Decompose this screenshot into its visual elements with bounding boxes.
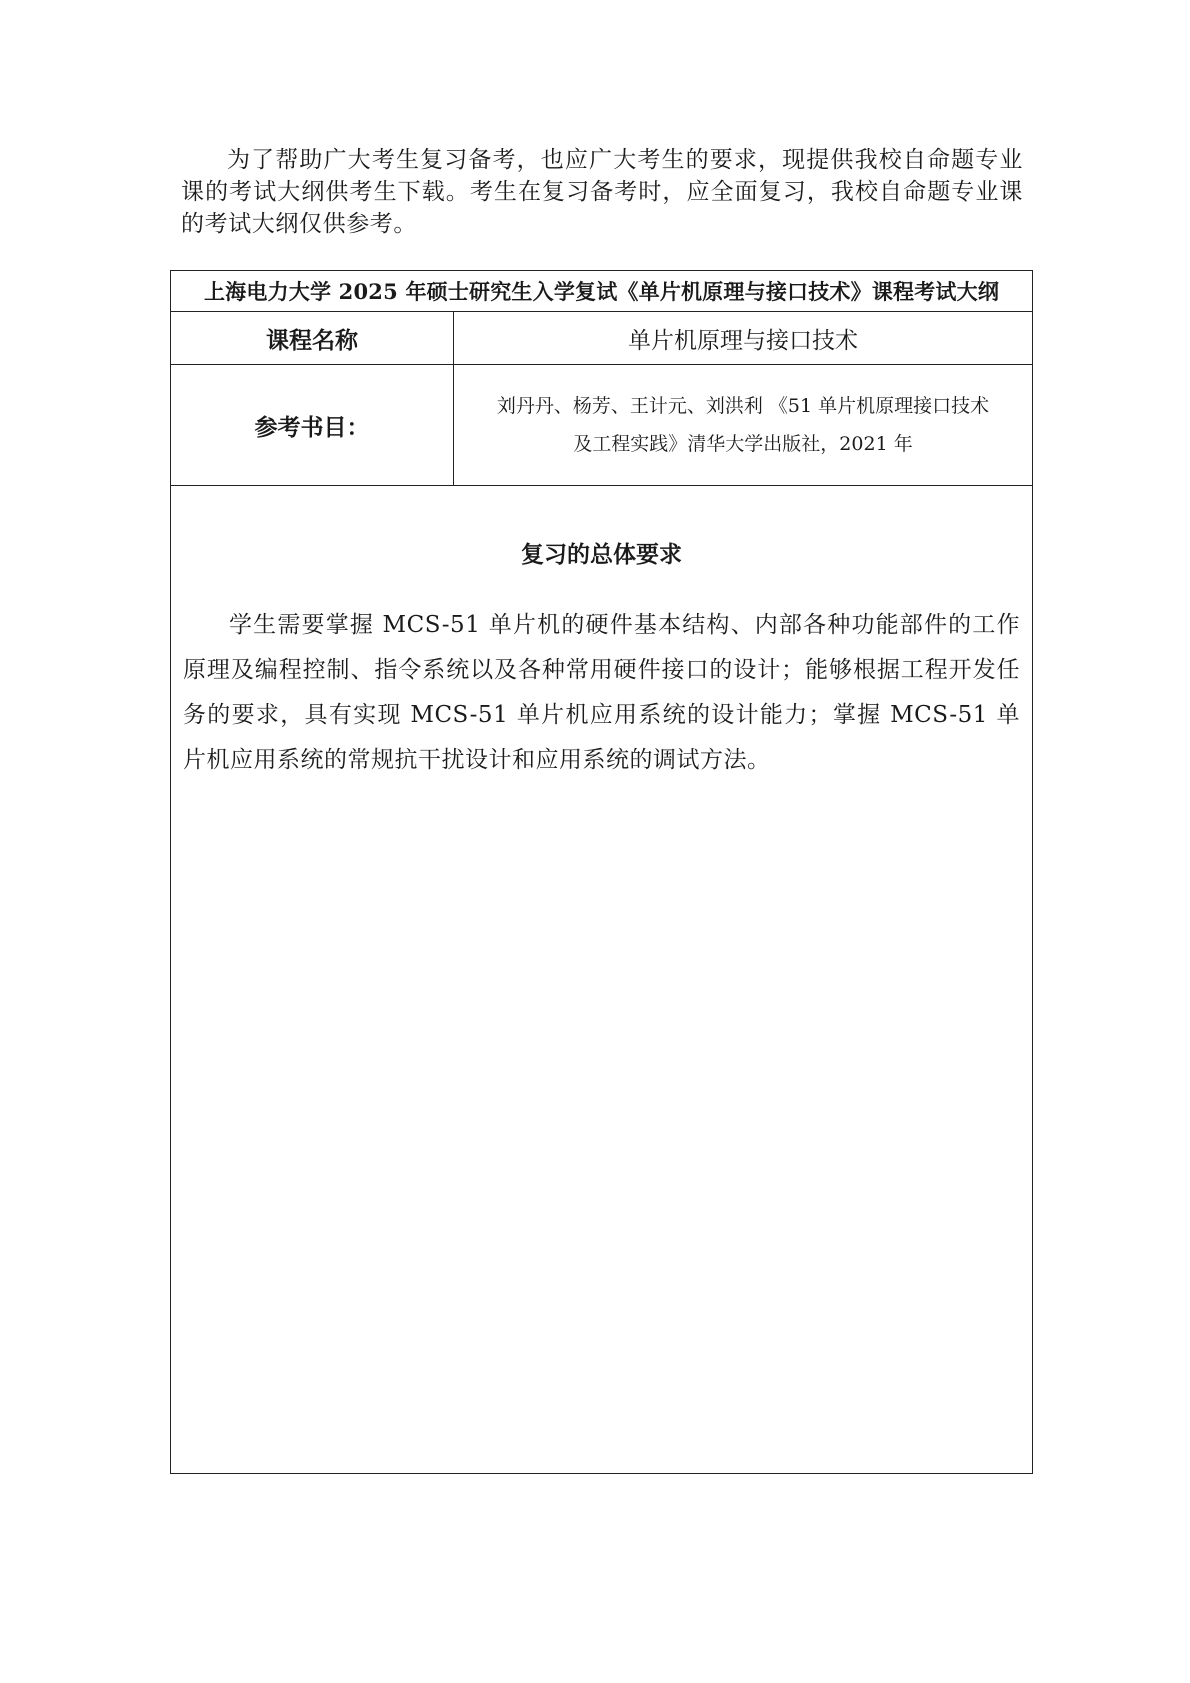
intro-paragraph: 为了帮助广大考生复习备考，也应广大考生的要求，现提供我校自命题专业课的考试大纲供考生下载。考生在复习备考时，应全面复习，我校自命题专业课的考试大纲仅供参考。 <box>181 147 1023 237</box>
requirements-cell <box>171 486 1033 1474</box>
reference-value <box>454 365 1033 486</box>
course-name-row <box>171 312 1033 365</box>
course-name-label: 课程名称 <box>171 312 454 365</box>
requirements-row <box>171 486 1033 1474</box>
reference-line-2: 及工程实践》清华大学出版社，2021 年 <box>573 433 913 455</box>
section-heading: 复习的总体要求 <box>521 542 682 568</box>
exam-outline-table <box>170 270 1033 1474</box>
reference-row <box>171 365 1033 486</box>
reference-label: 参考书目： <box>171 365 454 486</box>
outline-title: 上海电力大学 2025 年硕士研究生入学复试《单片机原理与接口技术》课程考试大纲 <box>171 271 1033 312</box>
reference-line-1: 刘丹丹、杨芳、王计元、刘洪利 《51 单片机原理接口技术 <box>496 395 990 417</box>
section-body: 学生需要掌握 MCS-51 单片机的硬件基本结构、内部各种功能部件的工作原理及编程控制、指令系统以及各种常用硬件接口的设计；能够根据工程开发任务的要求，具有实现 MCS-51 单片机应用系统的设计能力；掌握 MCS-51 单片机应用系统的常规抗干扰设计和应用系统的调试方法。 <box>183 612 1021 773</box>
title-row <box>171 271 1033 312</box>
course-name-value: 单片机原理与接口技术 <box>454 312 1033 365</box>
